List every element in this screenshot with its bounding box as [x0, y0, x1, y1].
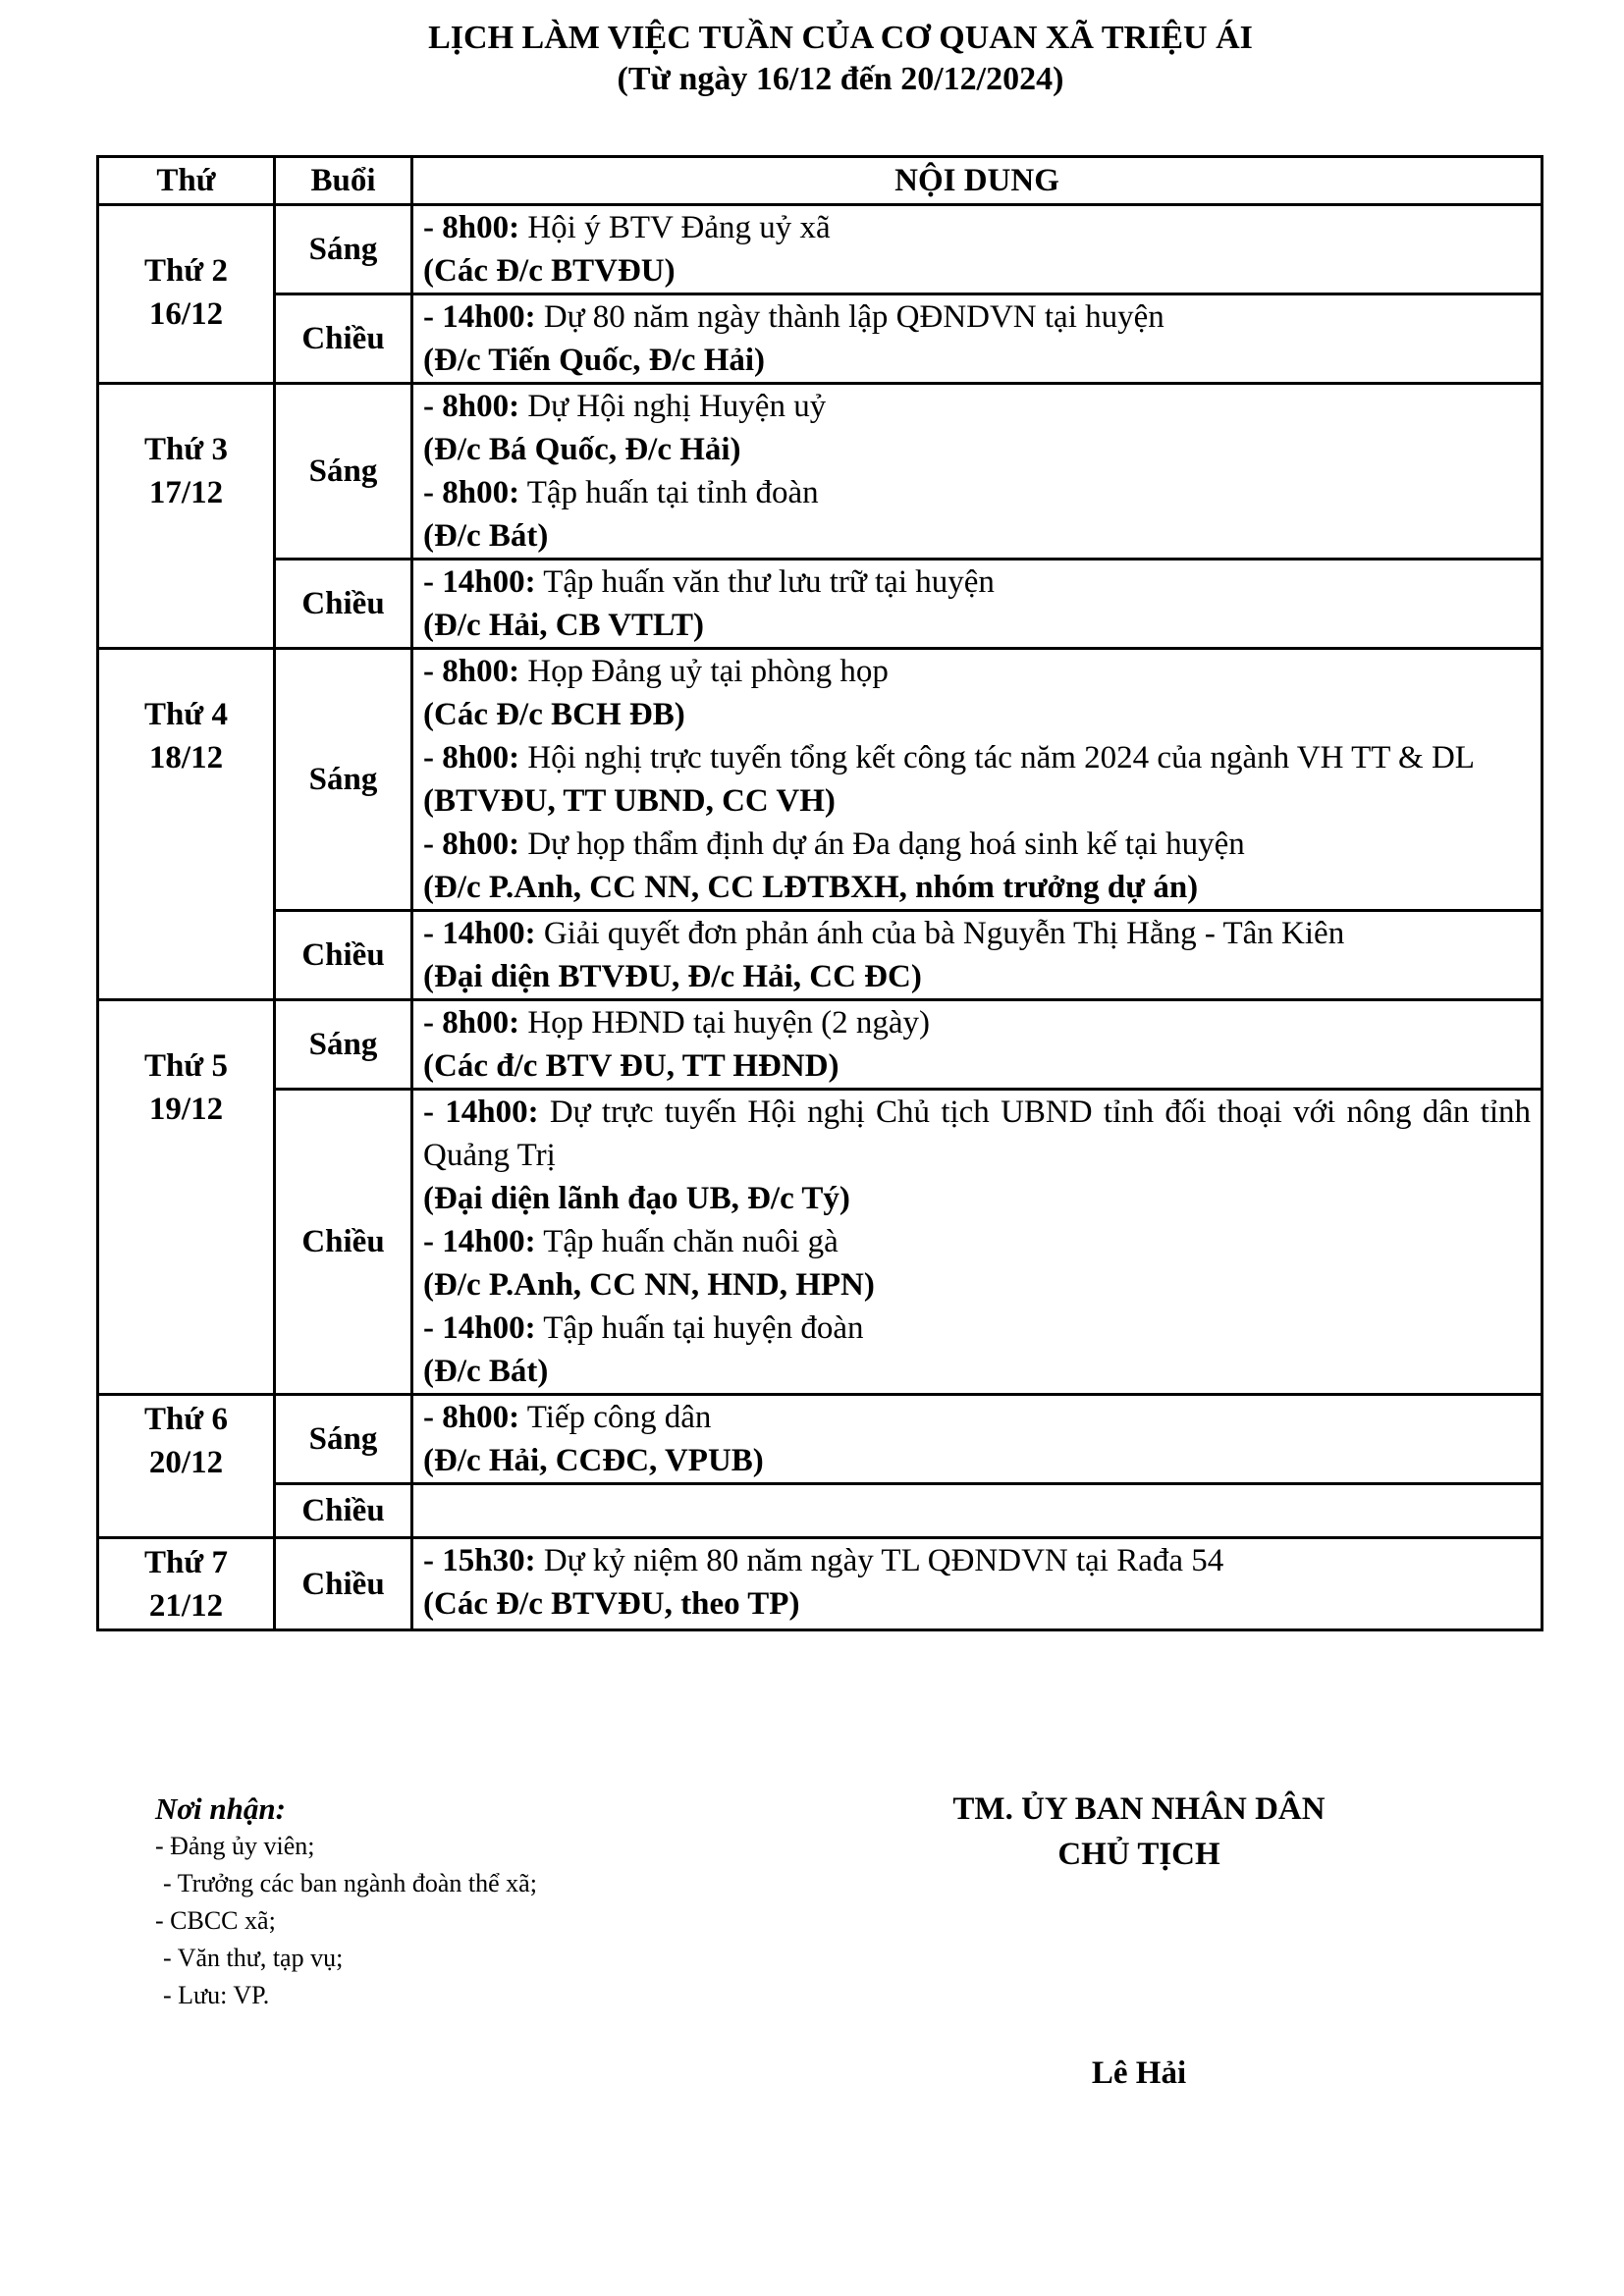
session-label: Sáng — [275, 649, 412, 911]
session-content — [412, 1000, 1543, 1090]
item-text: Tập huấn tại huyện đoàn — [535, 1310, 864, 1346]
session-label: Sáng — [275, 1395, 412, 1484]
session-label: Chiều — [275, 911, 412, 1000]
table-row — [98, 205, 1543, 294]
day-cell — [98, 1000, 275, 1395]
session-content — [412, 1090, 1543, 1395]
day-date: 21/12 — [148, 1588, 224, 1624]
session-label: Chiều — [275, 560, 412, 649]
item-text: Dự 80 năm ngày thành lập QĐNDVN tại huyện — [535, 299, 1164, 335]
item-time: - 8h00: — [423, 654, 520, 689]
item-text: Dự kỷ niệm 80 năm ngày TL QĐNDVN tại Rađa 54 — [535, 1543, 1224, 1578]
table-row — [98, 1090, 1543, 1395]
signer-name: Lê Hải — [1091, 2056, 1187, 2091]
day-cell — [98, 205, 275, 384]
item-people: (Đ/c Hải, CB VTLT) — [423, 608, 705, 643]
table-row — [98, 1484, 1543, 1538]
item-time: - 8h00: — [423, 740, 520, 775]
item-people: (Đ/c Bá Quốc, Đ/c Hải) — [423, 432, 741, 467]
item-time: - 14h00: — [423, 1224, 536, 1259]
day-cell — [98, 649, 275, 1000]
session-content — [412, 1395, 1543, 1484]
session-label: Chiều — [275, 1090, 412, 1395]
item-time: - 8h00: — [423, 1400, 520, 1435]
recipients-heading: Nơi nhận: — [155, 1791, 286, 1826]
session-content — [412, 911, 1543, 1000]
header-session: Buổi — [275, 157, 412, 205]
table-row — [98, 1395, 1543, 1484]
session-content — [412, 205, 1543, 294]
item-time: - 8h00: — [423, 389, 520, 424]
item-text: Giải quyết đơn phản ánh của bà Nguyễn Thị Hằng - Tân Kiên — [535, 916, 1345, 951]
recipient-line: - CBCC xã; — [155, 1906, 276, 1935]
item-text: Họp Đảng uỷ tại phòng họp — [519, 654, 889, 689]
item-people: (Đ/c Hải, CCĐC, VPUB) — [423, 1443, 764, 1478]
day-name: Thứ 5 — [144, 1048, 228, 1084]
day-cell — [98, 384, 275, 649]
item-text: Dự Hội nghị Huyện uỷ — [519, 389, 827, 424]
session-label: Chiều — [275, 1538, 412, 1630]
item-people: (Các Đ/c BCH ĐB) — [423, 697, 685, 732]
day-name: Thứ 7 — [144, 1545, 228, 1580]
item-time: - 14h00: — [423, 299, 536, 335]
item-people: (Các Đ/c BTVĐU) — [423, 253, 676, 289]
item-time: - 8h00: — [423, 827, 520, 862]
item-people: (Đ/c Bát) — [423, 1354, 549, 1389]
table-row — [98, 649, 1543, 911]
item-people: (Đại diện BTVĐU, Đ/c Hải, CC ĐC) — [423, 959, 922, 994]
item-people: (Đ/c Tiến Quốc, Đ/c Hải) — [423, 343, 766, 378]
item-people: (Các Đ/c BTVĐU, theo TP) — [423, 1586, 800, 1622]
item-time: - 8h00: — [423, 1005, 520, 1041]
item-time: - 14h00: — [423, 916, 536, 951]
item-text: Tập huấn văn thư lưu trữ tại huyện — [535, 564, 995, 600]
session-content — [412, 384, 1543, 560]
item-time: - 15h30: — [423, 1543, 536, 1578]
item-text: Tiếp công dân — [519, 1400, 712, 1435]
item-time: - 8h00: — [423, 475, 520, 510]
day-name: Thứ 6 — [144, 1402, 228, 1437]
recipient-line: - Văn thư, tạp vụ; — [163, 1944, 344, 1972]
signature-title: TM. ỦY BAN NHÂN DÂN — [952, 1791, 1326, 1827]
item-time: - 14h00: — [423, 1095, 539, 1130]
day-date: 20/12 — [148, 1445, 224, 1480]
day-date: 17/12 — [148, 475, 224, 510]
day-name: Thứ 2 — [144, 253, 228, 289]
item-people: (Đ/c P.Anh, CC NN, HND, HPN) — [423, 1267, 875, 1303]
day-date: 19/12 — [148, 1092, 224, 1127]
session-label: Sáng — [275, 384, 412, 560]
signature-block — [844, 1787, 1434, 1877]
session-label: Sáng — [275, 1000, 412, 1090]
item-text: Hội nghị trực tuyến tổng kết công tác năm 2024 của ngành VH TT & DL — [519, 740, 1475, 775]
recipients-block — [155, 1790, 537, 2014]
table-row — [98, 1538, 1543, 1630]
table-row — [98, 384, 1543, 560]
day-cell — [98, 1538, 275, 1630]
table-row — [98, 294, 1543, 384]
session-content — [412, 1484, 1543, 1538]
item-people: (BTVĐU, TT UBND, CC VH) — [423, 783, 836, 819]
recipient-line: - Đảng ủy viên; — [155, 1832, 315, 1860]
table-row — [98, 560, 1543, 649]
day-date: 16/12 — [148, 296, 224, 332]
day-name: Thứ 4 — [144, 697, 228, 732]
day-date: 18/12 — [148, 740, 224, 775]
item-text: Dự họp thẩm định dự án Đa dạng hoá sinh kế tại huyện — [519, 827, 1245, 862]
schedule-table — [96, 155, 1543, 1631]
item-people: (Đ/c Bát) — [423, 518, 549, 554]
header-content: NỘI DUNG — [412, 157, 1543, 205]
session-content — [412, 1538, 1543, 1630]
item-people: (Đại diện lãnh đạo UB, Đ/c Tý) — [423, 1181, 850, 1216]
recipient-line: - Trưởng các ban ngành đoàn thể xã; — [163, 1869, 537, 1897]
item-text: Tập huấn tại tỉnh đoàn — [519, 475, 819, 510]
item-time: - 14h00: — [423, 1310, 536, 1346]
item-people: (Các đ/c BTV ĐU, TT HĐND) — [423, 1048, 839, 1084]
session-content — [412, 560, 1543, 649]
day-cell — [98, 1395, 275, 1538]
session-label: Chiều — [275, 294, 412, 384]
session-label: Chiều — [275, 1484, 412, 1538]
item-text: Tập huấn chăn nuôi gà — [535, 1224, 839, 1259]
item-time: - 8h00: — [423, 210, 520, 245]
table-header-row — [98, 157, 1543, 205]
document-subtitle: (Từ ngày 16/12 đến 20/12/2024) — [617, 61, 1064, 97]
table-row — [98, 1000, 1543, 1090]
day-name: Thứ 3 — [144, 432, 228, 467]
item-text: Dự trực tuyến Hội nghị Chủ tịch UBND tỉnh đối thoại với nông dân tỉnh Quảng Trị — [423, 1095, 1531, 1173]
session-label: Sáng — [275, 205, 412, 294]
session-content — [412, 294, 1543, 384]
item-people: (Đ/c P.Anh, CC NN, CC LĐTBXH, nhóm trưởng dự án) — [423, 870, 1199, 905]
recipient-line: - Lưu: VP. — [163, 1981, 270, 2009]
session-content — [412, 649, 1543, 911]
signature-position: CHỦ TỊCH — [1057, 1837, 1220, 1872]
item-time: - 14h00: — [423, 564, 536, 600]
item-text: Họp HĐND tại huyện (2 ngày) — [519, 1005, 931, 1041]
item-text: Hội ý BTV Đảng uỷ xã — [519, 210, 831, 245]
table-row — [98, 911, 1543, 1000]
header-day: Thứ — [98, 157, 275, 205]
document-title: LỊCH LÀM VIỆC TUẦN CỦA CƠ QUAN XÃ TRIỆU ÁI — [428, 20, 1253, 56]
